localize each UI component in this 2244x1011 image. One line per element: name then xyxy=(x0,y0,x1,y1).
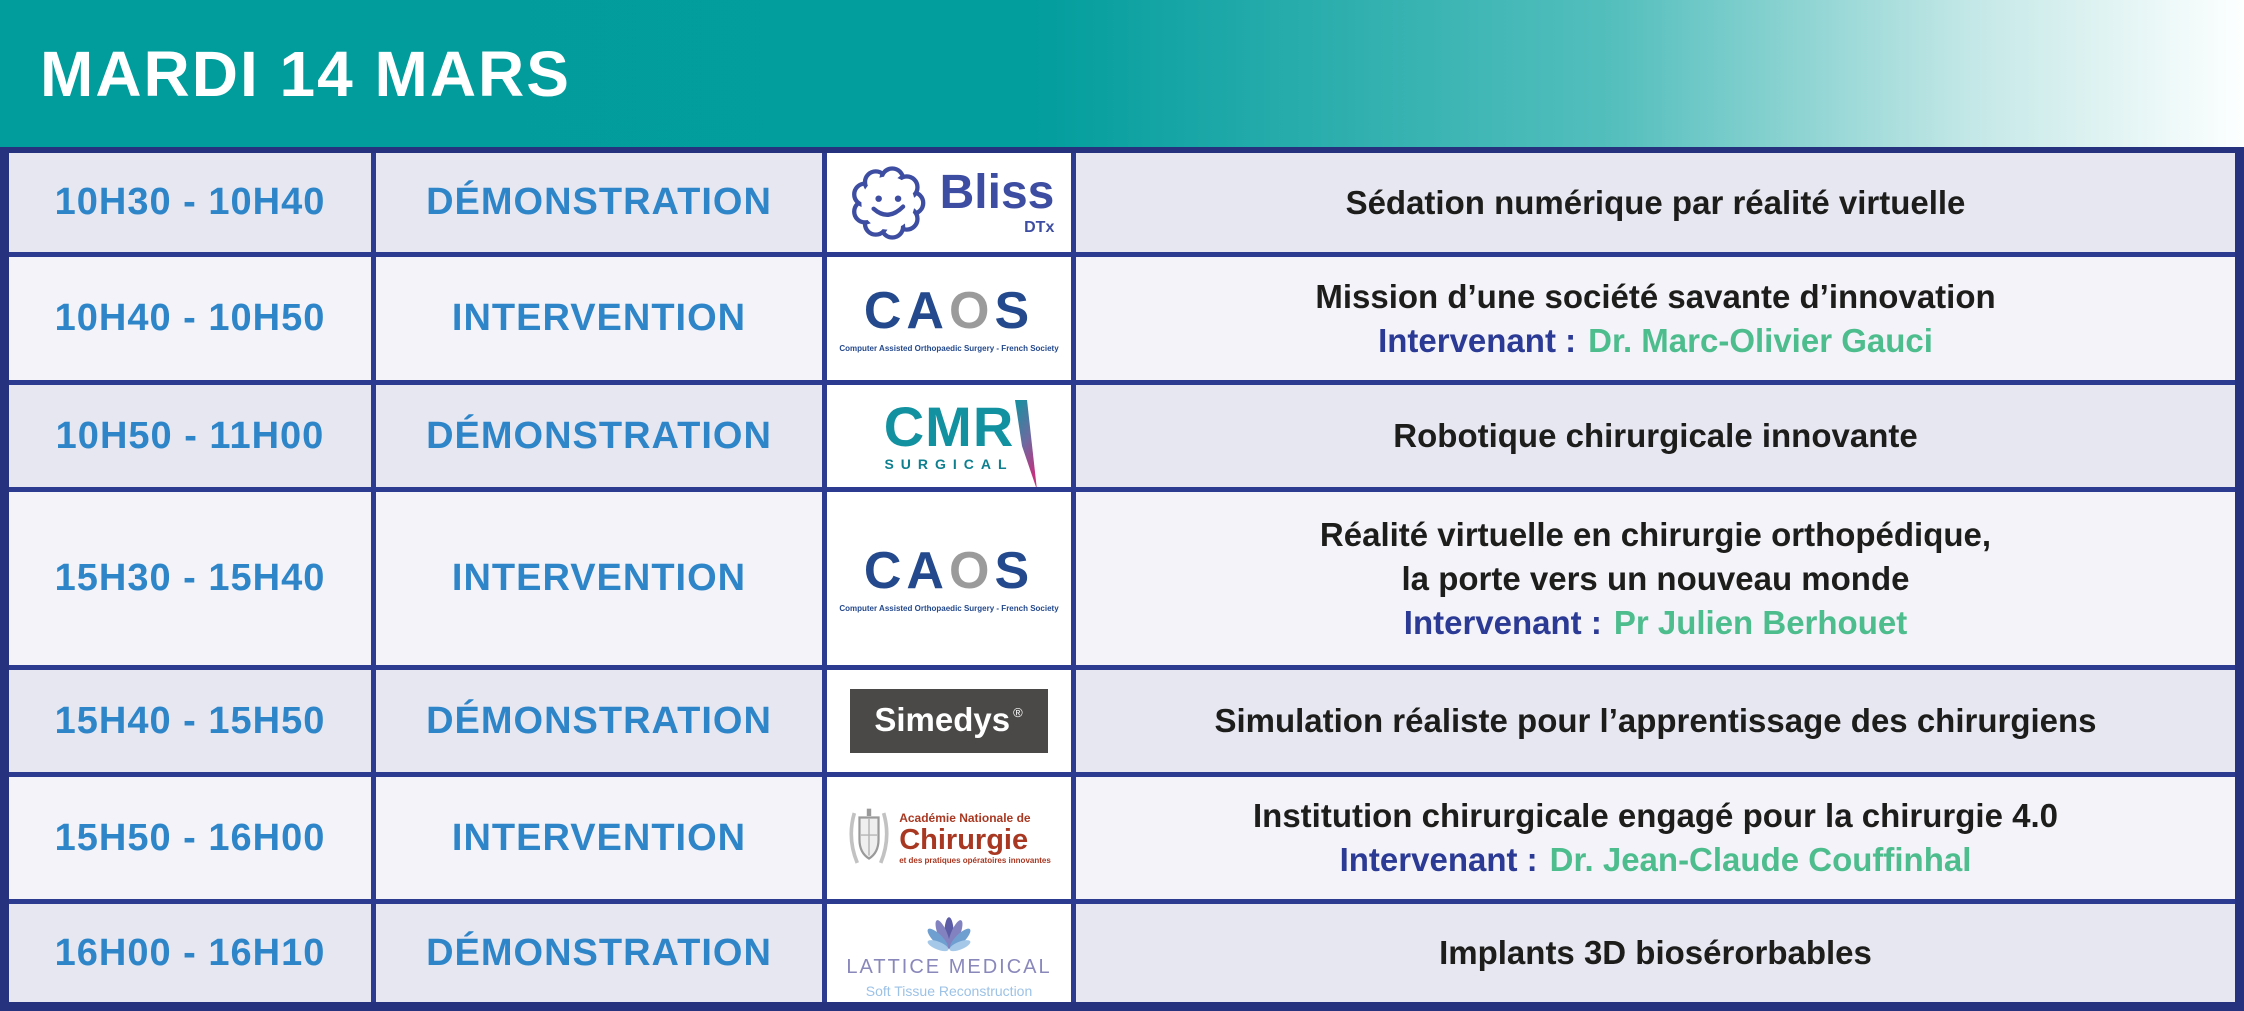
session-title: Mission d’une société savante d’innovation xyxy=(1315,277,1996,315)
simedys-logo xyxy=(850,689,1047,753)
type-label: DÉMONSTRATION xyxy=(426,931,772,974)
type-cell xyxy=(376,670,822,772)
bliss-cloud-icon xyxy=(844,157,932,249)
time-label: 10H50 - 11H00 xyxy=(55,414,325,457)
cmr-surgical-label: SURGICAL xyxy=(884,456,1014,473)
bliss-logo xyxy=(844,157,1055,249)
description-cell xyxy=(1076,670,2235,772)
caos-logo xyxy=(839,541,1059,613)
session-title: Sédation numérique par réalité virtuelle xyxy=(1345,183,1966,221)
registered-mark: ® xyxy=(1013,705,1023,720)
schedule-table xyxy=(0,147,2244,1011)
session-title: Robotique chirurgicale innovante xyxy=(1393,417,1918,454)
caos-tagline: Computer Assisted Orthopaedic Surgery - French Society xyxy=(839,603,1059,613)
type-cell xyxy=(376,153,822,252)
description-cell xyxy=(1076,257,2235,380)
lattice-wordmark: LATTICE MEDICAL xyxy=(846,955,1052,978)
logo-cell xyxy=(827,153,1071,252)
caos-letter-o: O xyxy=(948,541,995,600)
time-label: 10H30 - 10H40 xyxy=(54,181,326,223)
time-cell xyxy=(9,670,371,772)
time-cell xyxy=(9,257,371,380)
speaker-name: Dr. Marc-Olivier Gauci xyxy=(1588,321,1933,359)
caos-letter-o: O xyxy=(948,281,995,340)
speaker-label: Intervenant : xyxy=(1403,603,1602,641)
type-cell xyxy=(376,257,822,380)
session-title: Institution chirurgicale engagé pour la chirurgie 4.0 xyxy=(1253,797,2058,834)
type-label: INTERVENTION xyxy=(451,557,747,599)
caos-letter-s: S xyxy=(994,281,1035,340)
type-label: DÉMONSTRATION xyxy=(426,414,772,457)
logo-cell xyxy=(827,385,1071,487)
time-cell xyxy=(9,385,371,487)
session-title-line2: la porte vers un nouveau monde xyxy=(1401,559,1910,597)
logo-cell xyxy=(827,257,1071,380)
type-cell xyxy=(376,904,822,1002)
speaker-name: Dr. Jean-Claude Couffinhal xyxy=(1549,841,1972,878)
simedys-wordmark: Simedys xyxy=(874,701,1011,738)
speaker-line xyxy=(1378,319,1933,363)
academie-wordmark xyxy=(899,811,1051,864)
cmr-surgical-logo xyxy=(849,394,1049,473)
description-cell xyxy=(1076,492,2235,665)
type-cell xyxy=(376,492,822,665)
speaker-label: Intervenant : xyxy=(1339,841,1538,878)
type-label: DÉMONSTRATION xyxy=(426,181,772,223)
time-label: 15H50 - 16H00 xyxy=(54,816,326,859)
type-cell xyxy=(376,385,822,487)
caos-logo xyxy=(839,281,1059,353)
speaker-label: Intervenant : xyxy=(1378,321,1577,359)
time-label: 10H40 - 10H50 xyxy=(54,297,326,339)
caos-wordmark xyxy=(863,281,1035,340)
time-cell xyxy=(9,153,371,252)
speaker-name: Pr Julien Berhouet xyxy=(1613,603,1908,641)
caos-wordmark xyxy=(863,541,1035,600)
time-cell xyxy=(9,904,371,1002)
description-cell xyxy=(1076,904,2235,1002)
speaker-line xyxy=(1340,838,1972,882)
description-cell xyxy=(1076,777,2235,899)
time-cell xyxy=(9,777,371,899)
session-title: Simulation réaliste pour l’apprentissage des chirurgiens xyxy=(1214,702,2097,739)
academie-line3: et des pratiques opératoires innovantes xyxy=(899,855,1051,865)
type-cell xyxy=(376,777,822,899)
caos-letters-ca: CA xyxy=(863,541,949,600)
logo-cell xyxy=(827,670,1071,772)
bliss-wordmark xyxy=(939,165,1055,237)
logo-cell xyxy=(827,904,1071,1002)
caos-letter-s: S xyxy=(994,541,1035,600)
description-cell xyxy=(1076,153,2235,252)
type-label: INTERVENTION xyxy=(451,816,747,859)
session-title: Implants 3D biosérorbables xyxy=(1439,934,1872,971)
lotus-icon xyxy=(903,908,995,954)
bliss-dtx-label: DTx xyxy=(1024,218,1055,236)
logo-cell xyxy=(827,777,1071,899)
time-label: 15H40 - 15H50 xyxy=(54,699,326,742)
cmr-streak-icon xyxy=(1013,400,1039,487)
time-label: 16H00 - 16H10 xyxy=(54,931,326,974)
type-label: DÉMONSTRATION xyxy=(426,699,772,742)
speaker-line xyxy=(1404,601,1907,645)
header-banner xyxy=(0,0,2244,147)
description-cell xyxy=(1076,385,2235,487)
academie-line2: Chirurgie xyxy=(899,824,1029,857)
caos-letters-ca: CA xyxy=(863,281,949,340)
caos-tagline: Computer Assisted Orthopaedic Surgery - French Society xyxy=(839,343,1059,353)
academie-chirurgie-logo xyxy=(847,806,1051,870)
bliss-name: Bliss xyxy=(939,165,1055,219)
page-title: MARDI 14 MARS xyxy=(40,37,571,110)
crest-icon xyxy=(847,806,891,870)
time-cell xyxy=(9,492,371,665)
session-title: Réalité virtuelle en chirurgie orthopédique, xyxy=(1319,515,1992,553)
time-label: 15H30 - 15H40 xyxy=(54,557,326,599)
academie-line1: Académie Nationale de xyxy=(899,811,1031,826)
logo-cell xyxy=(827,492,1071,665)
lattice-tagline: Soft Tissue Reconstruction xyxy=(865,982,1033,999)
lattice-medical-logo xyxy=(846,908,1051,999)
type-label: INTERVENTION xyxy=(451,297,747,339)
cmr-wordmark: CMR xyxy=(883,394,1015,458)
